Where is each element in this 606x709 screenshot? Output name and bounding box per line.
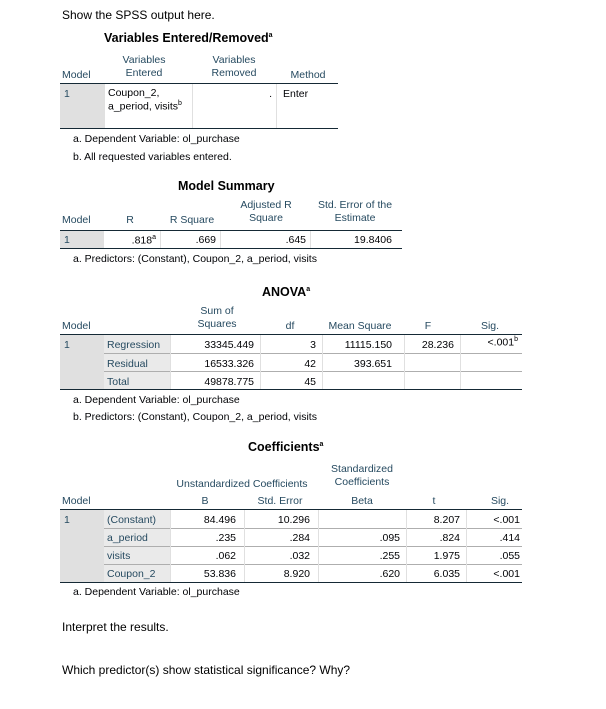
variables-row-entered: Coupon_2, a_period, visits$^b$ bbox=[108, 87, 182, 113]
anova-row-sig: <.001$^b$ bbox=[487, 336, 518, 349]
anova-row-ms: 393.651 bbox=[354, 358, 392, 370]
coefficients-header-t: t bbox=[432, 495, 436, 507]
summary-header-adjusted: Adjusted R Square bbox=[240, 199, 292, 224]
anova-header-mean-square: Mean Square bbox=[328, 320, 392, 332]
variables-row-model: 1 bbox=[64, 88, 70, 100]
coefficients-row-sig: .414 bbox=[499, 532, 520, 544]
anova-note-a: a. Dependent Variable: ol_purchase bbox=[73, 394, 240, 406]
coefficients-row-label: Coupon_2 bbox=[107, 568, 156, 580]
summary-divider-2 bbox=[220, 231, 221, 248]
variables-note-a: a. Dependent Variable: ol_purchase bbox=[73, 133, 240, 145]
anova-header-df: df bbox=[285, 320, 295, 332]
summary-header-rule bbox=[60, 230, 402, 231]
anova-divider-1 bbox=[170, 335, 171, 389]
anova-row-df: 3 bbox=[310, 339, 316, 351]
anova-row-ss: 49878.775 bbox=[204, 376, 254, 388]
coefficients-row-t: 1.975 bbox=[433, 550, 460, 562]
anova-divider-4 bbox=[404, 335, 405, 389]
variables-header-removed: Variables Removed bbox=[211, 54, 257, 79]
variables-row-removed: . bbox=[269, 88, 272, 100]
summary-row-r: .818$^a$ bbox=[131, 234, 156, 247]
anova-row-label: Regression bbox=[107, 339, 161, 351]
variables-row-method: Enter bbox=[283, 88, 309, 100]
anova-header-f: F bbox=[424, 320, 432, 332]
variables-divider-1 bbox=[104, 84, 105, 128]
anova-row-ss: 16533.326 bbox=[204, 358, 254, 370]
anova-header-model: Model bbox=[62, 320, 91, 332]
coefficients-bottom-rule bbox=[60, 582, 522, 583]
coefficients-row-sig: <.001 bbox=[493, 568, 520, 580]
variables-header-model: Model bbox=[62, 69, 91, 81]
model-summary-title: Model Summary bbox=[178, 179, 275, 193]
coefficients-divider-3 bbox=[318, 510, 319, 582]
anova-row-ss: 33345.449 bbox=[204, 339, 254, 351]
coefficients-row-beta: .620 bbox=[379, 568, 400, 580]
anova-divider-2 bbox=[260, 335, 261, 389]
summary-row-model: 1 bbox=[64, 234, 70, 246]
coefficients-header-beta: Beta bbox=[351, 495, 373, 507]
coefficients-row-b: .062 bbox=[215, 550, 236, 562]
anova-row-label: Total bbox=[107, 376, 130, 388]
coefficients-divider-2 bbox=[244, 510, 245, 582]
anova-divider-5 bbox=[460, 335, 461, 389]
variables-table-title: Variables Entered/Removed$^a$ bbox=[104, 31, 273, 45]
coefficients-title: Coefficients$^a$ bbox=[248, 440, 324, 454]
coefficients-row-divider bbox=[104, 546, 522, 547]
coefficients-header-std-error: Std. Error bbox=[257, 495, 303, 507]
coefficients-model-number: 1 bbox=[64, 514, 70, 526]
coefficients-divider-4 bbox=[406, 510, 407, 582]
summary-header-std-error: Std. Error of the Estimate bbox=[317, 199, 393, 224]
anova-divider-3 bbox=[322, 335, 323, 389]
coefficients-row-beta: .095 bbox=[379, 532, 400, 544]
coefficients-row-divider bbox=[104, 564, 522, 565]
coefficients-row-label: a_period bbox=[107, 532, 148, 544]
summary-divider-3 bbox=[310, 231, 311, 248]
anova-row-f: 28.236 bbox=[421, 339, 454, 351]
anova-model-number: 1 bbox=[64, 339, 70, 351]
coefficients-row-se: .032 bbox=[289, 550, 310, 562]
coefficients-row-se: .284 bbox=[289, 532, 310, 544]
coefficients-header-unstandardized: Unstandardized Coefficients bbox=[176, 478, 308, 490]
coefficients-row-sig: <.001 bbox=[493, 514, 520, 526]
anova-note-b: b. Predictors: (Constant), Coupon_2, a_period, visits bbox=[73, 411, 317, 423]
variables-header-method: Method bbox=[290, 69, 326, 81]
coefficients-row-t: 8.207 bbox=[433, 514, 460, 526]
variables-divider-3 bbox=[276, 84, 277, 128]
coefficients-row-b: 53.836 bbox=[203, 568, 236, 580]
coefficients-row-beta: .255 bbox=[379, 550, 400, 562]
coefficients-divider-5 bbox=[466, 510, 467, 582]
summary-header-model: Model bbox=[62, 214, 91, 226]
anova-row-df: 45 bbox=[304, 376, 316, 388]
summary-header-r-square: R Square bbox=[169, 214, 215, 226]
anova-row-ms: 11115.150 bbox=[344, 339, 392, 351]
summary-row-r-square: .669 bbox=[195, 234, 216, 246]
summary-note-a: a. Predictors: (Constant), Coupon_2, a_period, visits bbox=[73, 253, 317, 265]
summary-row-adjusted: .645 bbox=[285, 234, 306, 246]
coefficients-row-divider bbox=[104, 528, 522, 529]
coefficients-row-se: 10.296 bbox=[277, 514, 310, 526]
variables-note-b: b. All requested variables entered. bbox=[73, 151, 232, 163]
coefficients-divider-1 bbox=[170, 510, 171, 582]
coefficients-row-label: (Constant) bbox=[107, 514, 157, 526]
anova-bottom-rule bbox=[60, 389, 522, 390]
coefficients-row-label: visits bbox=[107, 550, 131, 562]
anova-header-sum-of-squares: Sum of Squares bbox=[197, 305, 237, 330]
coefficients-note-a: a. Dependent Variable: ol_purchase bbox=[73, 586, 240, 598]
coefficients-row-se: 8.920 bbox=[283, 568, 310, 580]
summary-header-r: R bbox=[126, 214, 134, 226]
coefficients-row-t: 6.035 bbox=[433, 568, 460, 580]
summary-row-std-error: 19.8406 bbox=[354, 234, 392, 246]
prompt-show-output: Show the SPSS output here. bbox=[62, 8, 215, 22]
anova-header-sig: Sig. bbox=[480, 320, 500, 332]
coefficients-header-standardized: Standardized Coefficients bbox=[331, 463, 393, 488]
anova-row-label: Residual bbox=[107, 358, 148, 370]
coefficients-header-b: B bbox=[201, 495, 209, 507]
coefficients-header-model: Model bbox=[62, 495, 91, 507]
coefficients-row-b: .235 bbox=[215, 532, 236, 544]
coefficients-header-sig: Sig. bbox=[490, 495, 510, 507]
summary-bottom-rule bbox=[60, 248, 402, 249]
prompt-question: Which predictor(s) show statistical significance? Why? bbox=[62, 663, 351, 677]
anova-row-df: 42 bbox=[304, 358, 316, 370]
variables-header-entered: Variables Entered bbox=[122, 54, 166, 79]
coefficients-row-sig: .055 bbox=[499, 550, 520, 562]
coefficients-row-t: .824 bbox=[439, 532, 460, 544]
anova-title: ANOVA$^a$ bbox=[262, 285, 311, 299]
variables-divider-2 bbox=[192, 84, 193, 128]
coefficients-row-b: 84.496 bbox=[203, 514, 236, 526]
variables-bottom-rule bbox=[60, 128, 338, 129]
summary-divider-1 bbox=[160, 231, 161, 248]
prompt-interpret: Interpret the results. bbox=[62, 620, 169, 634]
